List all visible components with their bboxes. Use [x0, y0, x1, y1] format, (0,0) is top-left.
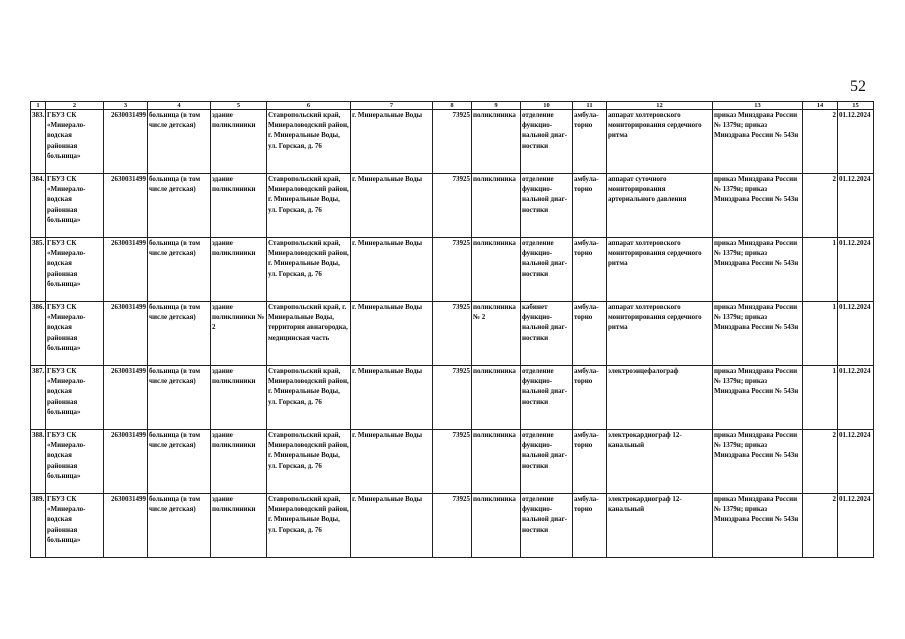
- row-number: 385.: [31, 238, 46, 302]
- care-form-cell: амбула-торно: [573, 238, 607, 302]
- unit-cell: поликлиника: [472, 110, 521, 174]
- organization-name: ГБУЗ СК «Минерало-водская районная больница»: [46, 238, 104, 302]
- organization-name: ГБУЗ СК «Минерало-водская районная больница»: [46, 494, 104, 558]
- column-header: 1: [31, 102, 46, 110]
- header-row: [31, 102, 874, 110]
- department-cell: отделение функцио-нальной диаг-ностики: [521, 110, 573, 174]
- column-header: 8: [433, 102, 472, 110]
- row-number: 383.: [31, 110, 46, 174]
- facility-type: больница (в том числе детская): [148, 366, 211, 430]
- row-number: 387.: [31, 366, 46, 430]
- department-cell: отделение функцио-нальной диаг-ностики: [521, 238, 573, 302]
- column-header: 7: [351, 102, 433, 110]
- unit-cell: поликлиника: [472, 238, 521, 302]
- department-cell: отделение функцио-нальной диаг-ностики: [521, 494, 573, 558]
- address-cell: Ставропольский край, Минераловодский район, г. Минеральные Воды, ул. Горская, д. 76: [267, 366, 351, 430]
- row-number: 388.: [31, 430, 46, 494]
- organization-name: ГБУЗ СК «Минерало-водская районная больница»: [46, 302, 104, 366]
- page-number: 52: [850, 78, 866, 95]
- date-cell: 01.12.2024: [838, 430, 874, 494]
- column-header: 11: [573, 102, 607, 110]
- address-cell: Ставропольский край, г. Минеральные Воды, территория авиагородка, медицинская часть: [267, 302, 351, 366]
- inn-cell: 2630031499: [104, 494, 148, 558]
- department-cell: отделение функцио-нальной диаг-ностики: [521, 366, 573, 430]
- row-number: 384.: [31, 174, 46, 238]
- address-cell: Ставропольский край, Минераловодский район, г. Минеральные Воды, ул. Горская, д. 76: [267, 238, 351, 302]
- care-form-cell: амбула-торно: [573, 174, 607, 238]
- row-number: 386.: [31, 302, 46, 366]
- quantity-cell: 2: [803, 110, 838, 174]
- department-cell: отделение функцио-нальной диаг-ностики: [521, 430, 573, 494]
- facility-type: больница (в том числе детская): [148, 430, 211, 494]
- unit-cell: поликлиника: [472, 366, 521, 430]
- inn-cell: 2630031499: [104, 174, 148, 238]
- order-cell: приказ Минздрава России № 1379н; приказ Минздрава России № 543н: [713, 494, 803, 558]
- building-cell: здание поликлиники: [211, 238, 267, 302]
- table-row: [31, 366, 874, 430]
- date-cell: 01.12.2024: [838, 174, 874, 238]
- date-cell: 01.12.2024: [838, 494, 874, 558]
- organization-name: ГБУЗ СК «Минерало-водская районная больница»: [46, 366, 104, 430]
- order-cell: приказ Минздрава России № 1379н; приказ Минздрава России № 543н: [713, 302, 803, 366]
- address-cell: Ставропольский край, Минераловодский район, г. Минеральные Воды, ул. Горская, д. 76: [267, 430, 351, 494]
- address-cell: Ставропольский край, Минераловодский район, г. Минеральные Воды, ул. Горская, д. 76: [267, 110, 351, 174]
- oktmo-cell: 73925: [433, 174, 472, 238]
- table-row: [31, 174, 874, 238]
- column-header: 14: [803, 102, 838, 110]
- equipment-cell: электрокардиограф 12-канальный: [607, 430, 713, 494]
- oktmo-cell: 73925: [433, 238, 472, 302]
- organization-name: ГБУЗ СК «Минерало-водская районная больница»: [46, 110, 104, 174]
- column-header: 2: [46, 102, 104, 110]
- building-cell: здание поликлиники: [211, 366, 267, 430]
- quantity-cell: 2: [803, 174, 838, 238]
- quantity-cell: 2: [803, 494, 838, 558]
- date-cell: 01.12.2024: [838, 238, 874, 302]
- city-cell: г. Минеральные Воды: [351, 174, 433, 238]
- unit-cell: поликлиника № 2: [472, 302, 521, 366]
- facility-type: больница (в том числе детская): [148, 494, 211, 558]
- quantity-cell: 1: [803, 238, 838, 302]
- column-header: 13: [713, 102, 803, 110]
- address-cell: Ставропольский край, Минераловодский район, г. Минеральные Воды, ул. Горская, д. 76: [267, 494, 351, 558]
- equipment-cell: аппарат холтеровского мониторирования сердечного ритма: [607, 238, 713, 302]
- date-cell: 01.12.2024: [838, 302, 874, 366]
- order-cell: приказ Минздрава России № 1379н; приказ Минздрава России № 543н: [713, 174, 803, 238]
- oktmo-cell: 73925: [433, 494, 472, 558]
- city-cell: г. Минеральные Воды: [351, 110, 433, 174]
- order-cell: приказ Минздрава России № 1379н; приказ Минздрава России № 543н: [713, 238, 803, 302]
- table-row: [31, 494, 874, 558]
- row-number: 389.: [31, 494, 46, 558]
- building-cell: здание поликлиники: [211, 430, 267, 494]
- building-cell: здание поликлиники: [211, 494, 267, 558]
- city-cell: г. Минеральные Воды: [351, 494, 433, 558]
- care-form-cell: амбула-торно: [573, 302, 607, 366]
- city-cell: г. Минеральные Воды: [351, 430, 433, 494]
- registry-table: [30, 101, 874, 558]
- column-header: 5: [211, 102, 267, 110]
- oktmo-cell: 73925: [433, 110, 472, 174]
- table-row: [31, 430, 874, 494]
- department-cell: кабинет функцио-нальной диаг-ностики: [521, 302, 573, 366]
- order-cell: приказ Минздрава России № 1379н; приказ Минздрава России № 543н: [713, 366, 803, 430]
- department-cell: отделение функцио-нальной диаг-ностики: [521, 174, 573, 238]
- column-header: 3: [104, 102, 148, 110]
- date-cell: 01.12.2024: [838, 110, 874, 174]
- quantity-cell: 2: [803, 430, 838, 494]
- facility-type: больница (в том числе детская): [148, 174, 211, 238]
- care-form-cell: амбула-торно: [573, 366, 607, 430]
- equipment-cell: аппарат холтеровского мониторирования сердечного ритма: [607, 302, 713, 366]
- order-cell: приказ Минздрава России № 1379н; приказ Минздрава России № 543н: [713, 430, 803, 494]
- date-cell: 01.12.2024: [838, 366, 874, 430]
- care-form-cell: амбула-торно: [573, 110, 607, 174]
- city-cell: г. Минеральные Воды: [351, 302, 433, 366]
- column-header: 15: [838, 102, 874, 110]
- table-row: [31, 110, 874, 174]
- organization-name: ГБУЗ СК «Минерало-водская районная больница»: [46, 174, 104, 238]
- oktmo-cell: 73925: [433, 366, 472, 430]
- equipment-cell: аппарат суточного мониторирования артериального давления: [607, 174, 713, 238]
- equipment-cell: электрокардиограф 12-канальный: [607, 494, 713, 558]
- oktmo-cell: 73925: [433, 302, 472, 366]
- unit-cell: поликлиника: [472, 174, 521, 238]
- table-row: [31, 238, 874, 302]
- care-form-cell: амбула-торно: [573, 430, 607, 494]
- address-cell: Ставропольский край, Минераловодский район, г. Минеральные Воды, ул. Горская, д. 76: [267, 174, 351, 238]
- column-header: 4: [148, 102, 211, 110]
- inn-cell: 2630031499: [104, 110, 148, 174]
- equipment-cell: аппарат холтеровского мониторирования сердечного ритма: [607, 110, 713, 174]
- column-header: 12: [607, 102, 713, 110]
- inn-cell: 2630031499: [104, 366, 148, 430]
- column-header: 10: [521, 102, 573, 110]
- inn-cell: 2630031499: [104, 430, 148, 494]
- facility-type: больница (в том числе детская): [148, 110, 211, 174]
- facility-type: больница (в том числе детская): [148, 238, 211, 302]
- equipment-cell: электроэнцефалограф: [607, 366, 713, 430]
- building-cell: здание поликлиники: [211, 174, 267, 238]
- quantity-cell: 1: [803, 366, 838, 430]
- building-cell: здание поликлиники: [211, 110, 267, 174]
- column-header: 9: [472, 102, 521, 110]
- organization-name: ГБУЗ СК «Минерало-водская районная больница»: [46, 430, 104, 494]
- building-cell: здание поликлиники № 2: [211, 302, 267, 366]
- inn-cell: 2630031499: [104, 238, 148, 302]
- column-header: 6: [267, 102, 351, 110]
- table-row: [31, 302, 874, 366]
- city-cell: г. Минеральные Воды: [351, 366, 433, 430]
- city-cell: г. Минеральные Воды: [351, 238, 433, 302]
- order-cell: приказ Минздрава России № 1379н; приказ Минздрава России № 543н: [713, 110, 803, 174]
- unit-cell: поликлиника: [472, 494, 521, 558]
- inn-cell: 2630031499: [104, 302, 148, 366]
- unit-cell: поликлиника: [472, 430, 521, 494]
- facility-type: больница (в том числе детская): [148, 302, 211, 366]
- care-form-cell: амбула-торно: [573, 494, 607, 558]
- quantity-cell: 1: [803, 302, 838, 366]
- oktmo-cell: 73925: [433, 430, 472, 494]
